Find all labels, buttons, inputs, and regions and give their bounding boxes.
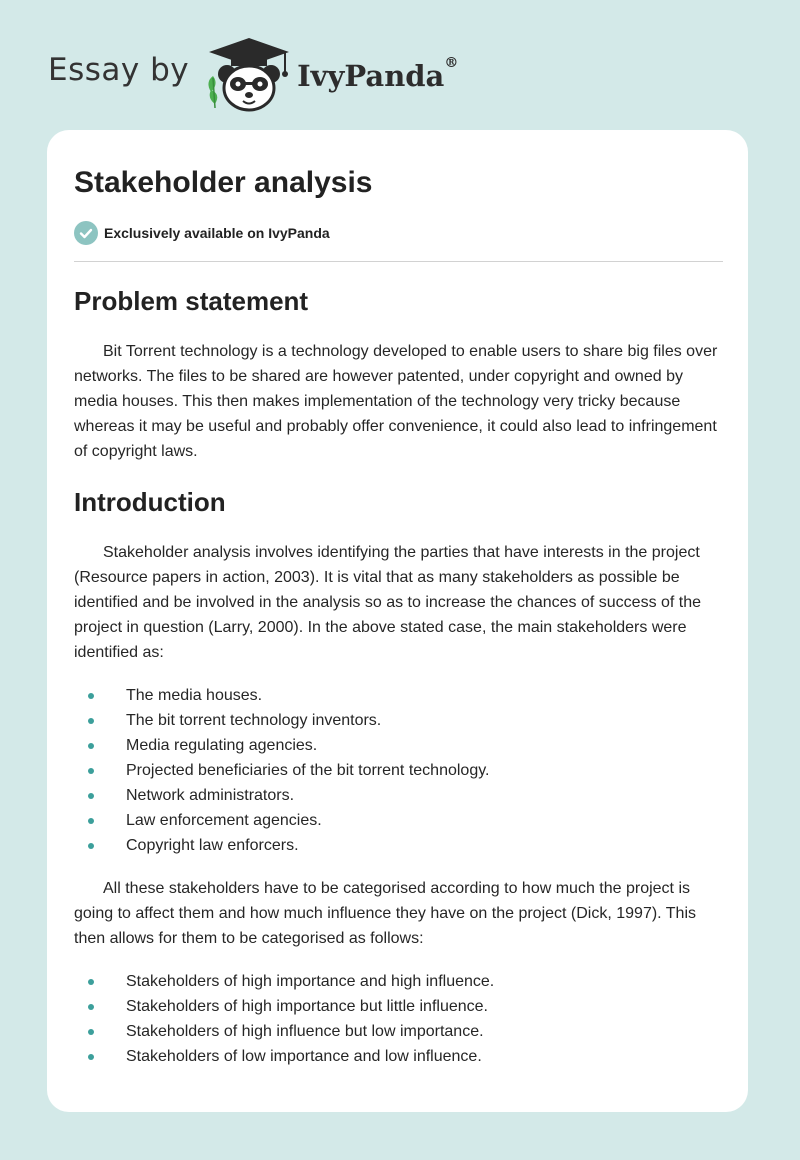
brand-prefix: Essay by [48, 52, 190, 88]
category-list [74, 969, 723, 1069]
paragraph: Stakeholder analysis involves identifying the parties that have interests in the project (Resource papers in action, 2003). It is vital that as many stakeholders as possible be identified and be involved in the analysis so as to increase the chances of success of the project in question (Larry, 2000). In the above stated case, the main stakeholders were identified as: [74, 544, 702, 661]
article-body [74, 281, 723, 1087]
list-item: Stakeholders of high importance and high influence. [74, 969, 723, 994]
article-card [47, 130, 748, 1112]
paragraph: Bit Torrent technology is a technology developed to enable users to share big files over networks. The files to be shared are however patented, under copyright and owned by media houses. This then makes implementation of the technology very tricky because whereas it may be useful and probably offer convenience, it could also lead to infringement of copyright laws. [74, 343, 718, 460]
section-heading: Introduction [74, 487, 226, 517]
list-item: The bit torrent technology inventors. [74, 708, 723, 733]
brand-name: IvyPanda® [297, 55, 459, 93]
badge-text: Exclusively available on IvyPanda [104, 225, 330, 241]
title-divider [74, 261, 723, 262]
list-item: Network administrators. [74, 783, 723, 808]
panda-graduate-icon[interactable] [203, 34, 295, 114]
paragraph: All these stakeholders have to be categorised according to how much the project is going to affect them and how much influence they have on the project (Dick, 1997). This then allows for them to be categorised as follows: [74, 880, 696, 947]
stakeholder-list [74, 683, 723, 858]
list-item: The media houses. [74, 683, 723, 708]
section-heading: Problem statement [74, 286, 309, 316]
list-item: Law enforcement agencies. [74, 808, 723, 833]
list-item: Stakeholders of high influence but low importance. [74, 1019, 723, 1044]
site-header [48, 34, 458, 114]
list-item: Stakeholders of high importance but little influence. [74, 994, 723, 1019]
section-introduction [74, 482, 723, 1069]
section-problem-statement [74, 281, 723, 464]
list-item: Stakeholders of low importance and low influence. [74, 1044, 723, 1069]
page-title: Stakeholder analysis [74, 166, 373, 199]
check-circle-icon [74, 221, 98, 245]
list-item: Projected beneficiaries of the bit torrent technology. [74, 758, 723, 783]
exclusive-badge [74, 221, 330, 245]
list-item: Media regulating agencies. [74, 733, 723, 758]
list-item: Copyright law enforcers. [74, 833, 723, 858]
